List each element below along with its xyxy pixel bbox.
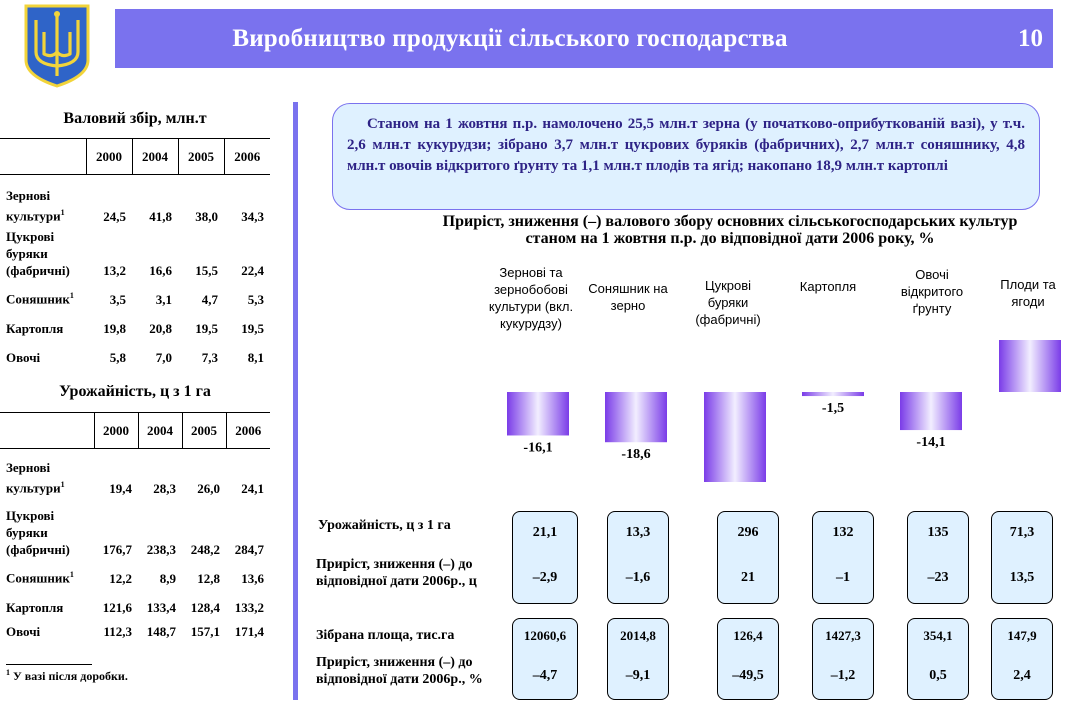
- area-card: [717, 618, 779, 700]
- table-row: [0, 558, 270, 587]
- table-cell: 128,4: [190, 599, 220, 615]
- table-header-row: [0, 413, 270, 449]
- year-header: 2000: [94, 413, 138, 449]
- data-label: -1,5: [821, 401, 845, 417]
- table-cell: 19,8: [103, 320, 126, 336]
- yield-row-label: Урожайність, ц з 1 га: [318, 518, 451, 533]
- row-label: [0, 175, 86, 225]
- table-cell: 7,0: [155, 349, 172, 365]
- area-change-value: 0,5: [929, 668, 947, 683]
- table-cell: 4,7: [201, 291, 218, 307]
- table-cell: 12,8: [197, 570, 220, 586]
- yield-title: Урожайність, ц з 1 га: [59, 383, 211, 400]
- area-change-value: –49,5: [732, 668, 764, 683]
- coat-of-arms-icon: [22, 2, 92, 88]
- area-change-value: –4,7: [532, 668, 558, 683]
- area-card: [907, 618, 969, 700]
- yield-card: [512, 511, 578, 604]
- table-cell: 171,4: [234, 623, 264, 639]
- table-row: [0, 497, 270, 558]
- table-cell: 8,1: [247, 349, 264, 365]
- bar: [507, 392, 569, 435]
- gross-harvest-table: [0, 138, 270, 366]
- table-cell: 19,5: [195, 320, 218, 336]
- table-cell: 121,6: [102, 599, 132, 615]
- table-cell: 8,9: [159, 570, 176, 586]
- footnote-mark: 1: [60, 480, 65, 490]
- yield-value: 135: [927, 525, 949, 540]
- category-label: Плоди та ягоди: [1000, 277, 1056, 309]
- table-row: [0, 337, 270, 366]
- yield-change-row-label: Приріст, зниження (–) до відповідної дати 2006р., ц: [316, 557, 477, 589]
- data-label: -18,6: [621, 447, 651, 463]
- row-label-text: Соняшник: [6, 570, 70, 586]
- summary-note: Станом на 1 жовтня п.р. намолочено 25,5 млн.т зерна (у початково-оприбуткованій вазі), у т.ч. 2,6 млн.т кукурудзи; зібрано 3,7 млн.т цукрових буряків (фабричних), 2,7 млн.т соняшнику, 4,8 млн.т овочів відкритого ґрунту та 1,1 млн.т плодів та ягід; накопано 18,9 млн.т картоплі: [332, 103, 1040, 210]
- table-cell: 133,4: [146, 599, 176, 615]
- category-label: Зернові та зернобобові культури (вкл. кукурудзу): [488, 265, 574, 331]
- area-value: 12060,6: [523, 628, 567, 643]
- yield-change-value: –2,9: [532, 570, 558, 585]
- row-label-text: Зернові культури: [6, 460, 61, 496]
- area-value: 126,4: [733, 628, 763, 643]
- table-cell: 22,4: [241, 262, 264, 278]
- year-header: 2004: [132, 139, 178, 175]
- footnote: [6, 668, 128, 684]
- footnote-text: У вазі після доробки.: [13, 669, 128, 683]
- table-cell: 28,3: [153, 480, 176, 496]
- category-label: Картопля: [799, 278, 857, 294]
- gross-harvest-title: Валовий збір, млн.т: [63, 110, 207, 127]
- table-cell: 19,5: [241, 320, 264, 336]
- area-change-value: 2,4: [1013, 668, 1031, 683]
- yield-table: [0, 412, 270, 640]
- footnote-mark: 1: [6, 668, 10, 677]
- table-cell: 112,3: [103, 623, 132, 639]
- yield-card: [812, 511, 874, 604]
- row-label: [0, 497, 94, 558]
- table-cell: 157,1: [190, 623, 220, 639]
- year-header: 2005: [182, 413, 226, 449]
- table-cell: 148,7: [146, 623, 176, 639]
- table-cell: 41,8: [149, 208, 172, 224]
- area-change-row-label: Приріст, зниження (–) до відповідної дати 2006р., %: [316, 655, 483, 687]
- area-row-label: Зібрана площа, тис.га: [316, 628, 455, 643]
- area-value: 354,1: [923, 628, 953, 643]
- yield-change-value: 13,5: [1009, 570, 1035, 585]
- table-cell: 5,8: [109, 349, 126, 365]
- yield-change-value: 21: [741, 570, 755, 585]
- yield-card: [907, 511, 969, 604]
- table-cell: 248,2: [190, 541, 220, 557]
- yield-value: 71,3: [1009, 525, 1035, 540]
- area-card: [512, 618, 578, 700]
- table-cell: 34,3: [241, 208, 264, 224]
- table-row: [0, 279, 270, 308]
- yield-value: 21,1: [532, 525, 558, 540]
- table-cell: 24,1: [241, 480, 264, 496]
- area-value: 147,9: [1007, 628, 1037, 643]
- bar: [802, 392, 864, 396]
- yield-card: [991, 511, 1053, 604]
- row-label: [0, 279, 86, 308]
- row-label-text: Соняшник: [6, 291, 70, 307]
- table-row: [0, 587, 270, 616]
- footnote-divider: [6, 664, 92, 665]
- table-cell: 3,1: [155, 291, 172, 307]
- table-row: [0, 616, 270, 640]
- table-cell: 176,7: [102, 541, 132, 557]
- row-label: [0, 449, 94, 497]
- category-label: Соняшник на зерно: [588, 281, 668, 313]
- year-header: 2006: [224, 139, 270, 175]
- table-row: [0, 308, 270, 337]
- yield-change-value: –1: [836, 570, 850, 585]
- area-value: 2014,8: [620, 628, 656, 643]
- area-change-value: –9,1: [625, 668, 651, 683]
- chart-title: Приріст, зниження (–) валового збору основних сільськогосподарських культур станом на 1 жовтня п.р. до відповідної дати 2006 року, %: [442, 213, 1018, 247]
- table-row: [0, 225, 270, 279]
- category-label: Цукрові буряки (фабричні): [695, 277, 761, 327]
- yield-change-value: –1,6: [625, 570, 651, 585]
- footnote-mark: 1: [69, 570, 74, 580]
- row-label: Картопля: [6, 320, 64, 336]
- row-label: Овочі: [6, 623, 41, 639]
- bar: [704, 392, 766, 482]
- yield-card: [717, 511, 779, 604]
- column-divider: [293, 102, 298, 700]
- footnote-mark: 1: [60, 208, 65, 218]
- yield-card: [607, 511, 669, 604]
- row-label: Картопля: [6, 599, 64, 615]
- bar: [999, 340, 1061, 392]
- row-label: Овочі: [6, 349, 41, 365]
- table-cell: 26,0: [197, 480, 220, 496]
- table-cell: 5,3: [247, 291, 264, 307]
- table-cell: 38,0: [195, 208, 218, 224]
- yield-value: 13,3: [625, 525, 651, 540]
- row-label: [0, 225, 86, 279]
- area-card: [607, 618, 669, 700]
- year-header: 2000: [86, 139, 132, 175]
- area-card: [991, 618, 1053, 700]
- area-value: 1427,3: [825, 628, 861, 643]
- data-label: -16,1: [523, 440, 553, 456]
- yield-change-value: –23: [927, 570, 949, 585]
- yield-value: 296: [737, 525, 759, 540]
- yield-value: 132: [832, 525, 854, 540]
- table-cell: 238,3: [146, 541, 176, 557]
- table-cell: 133,2: [234, 599, 264, 615]
- table-cell: 20,8: [149, 320, 172, 336]
- table-cell: 19,4: [109, 480, 132, 496]
- row-label-text: Зернові культури: [6, 188, 61, 224]
- growth-bar-chart: [480, 340, 1068, 482]
- category-label: Овочі відкритого ґрунту: [900, 266, 964, 316]
- footnote-mark: 1: [69, 291, 74, 301]
- table-cell: 16,6: [149, 262, 172, 278]
- data-label: -14,1: [916, 435, 946, 451]
- table-cell: 15,5: [195, 262, 218, 278]
- page-title: Виробництво продукції сільського господарства: [232, 24, 788, 52]
- year-header: 2004: [138, 413, 182, 449]
- row-label: [0, 558, 94, 587]
- table-row: [0, 175, 270, 225]
- year-header: 2006: [226, 413, 270, 449]
- table-cell: 12,2: [109, 570, 132, 586]
- table-cell: 13,6: [241, 570, 264, 586]
- header-banner: [115, 9, 1053, 68]
- table-cell: 284,7: [234, 541, 264, 557]
- table-row: [0, 449, 270, 497]
- table-header-row: [0, 139, 270, 175]
- area-card: [812, 618, 874, 700]
- row-label-text: Цукрові буряки (фабричні): [6, 507, 70, 557]
- bar: [605, 392, 667, 442]
- table-cell: 24,5: [103, 208, 126, 224]
- row-label-text: Цукрові буряки (фабричні): [6, 228, 70, 278]
- bar: [900, 392, 962, 430]
- table-cell: 13,2: [103, 262, 126, 278]
- area-change-value: –1,2: [830, 668, 856, 683]
- table-cell: 7,3: [201, 349, 218, 365]
- page-number: 10: [1018, 24, 1043, 52]
- table-cell: 3,5: [109, 291, 126, 307]
- year-header: 2005: [178, 139, 224, 175]
